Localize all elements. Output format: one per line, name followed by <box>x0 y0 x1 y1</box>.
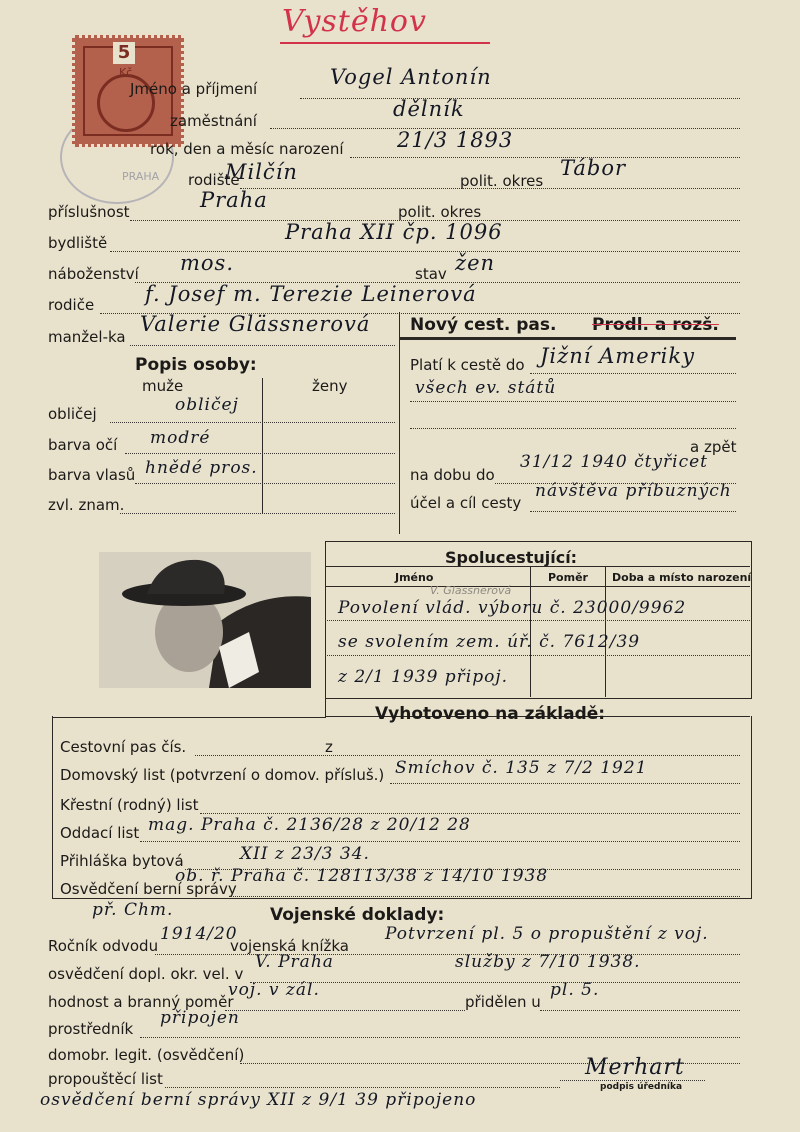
tax-label: Osvědčení berní správy <box>60 880 237 898</box>
intermediary-value: připojen <box>160 1008 240 1028</box>
companion-row-3: z 2/1 1939 připoj. <box>338 667 509 687</box>
hair-value: hnědé pros. <box>145 458 258 478</box>
valid-value-2: všech ev. států <box>415 378 557 398</box>
description-title: Popis osoby: <box>135 355 257 375</box>
revenue-stamp-currency: Kč <box>119 66 133 79</box>
spouse-label: manžel-ka <box>48 328 126 346</box>
return-label: a zpět <box>690 438 737 456</box>
new-passport-label: Nový cest. pas. <box>410 315 557 335</box>
companions-header-rule <box>325 566 750 567</box>
marriage-line <box>140 841 740 842</box>
revenue-stamp-value: 5 <box>113 42 135 64</box>
name-value: Vogel Antonín <box>330 65 492 89</box>
birthplace-district-label: polit. okres <box>460 172 544 190</box>
name-label: Jméno a příjmení <box>130 80 258 98</box>
passport-number-z: z <box>325 738 333 756</box>
intermediary-line <box>140 1037 740 1038</box>
passport-number-line <box>195 755 740 756</box>
description-divider <box>262 378 263 514</box>
baptism-label: Křestní (rodný) list <box>60 796 199 814</box>
handwritten-title: Vystěhov <box>282 4 427 39</box>
marks-label: zvl. znam. <box>48 496 125 514</box>
companion-row-line-2 <box>325 655 750 656</box>
year-label: Ročník odvodu <box>48 937 159 955</box>
round-stamp-text: PRAHA <box>122 170 160 183</box>
occupation-value: dělník <box>393 97 465 121</box>
face-line <box>110 422 395 423</box>
cert-label: osvědčení dopl. okr. vel. v <box>48 965 244 983</box>
birthplace-value: Milčín <box>225 160 298 184</box>
footer-note: osvědčení berní správy XII z 9/1 39 připojeno <box>40 1090 477 1110</box>
domicile-label: příslušnost <box>48 203 130 221</box>
eyes-value: modré <box>150 428 211 448</box>
religion-label: náboženství <box>48 265 139 283</box>
valid-line <box>530 373 736 374</box>
legit-label: domobr. legit. (osvědčení) <box>48 1046 245 1064</box>
companion-row-1: Povolení vlád. výboru č. 23000/9962 <box>338 598 687 618</box>
status-label: stav <box>415 265 447 283</box>
companions-columns-rule <box>325 586 750 587</box>
eyes-label: barva očí <box>48 436 118 454</box>
military-title: Vojenské doklady: <box>270 905 445 925</box>
year-value: 1914/20 <box>160 924 238 944</box>
valid-line-3 <box>410 428 736 429</box>
tax-value: ob. ř. Praha č. 128113/38 z 14/10 1938 <box>175 866 549 886</box>
purpose-value: návštěva příbuzných <box>535 481 732 501</box>
valid-line-2 <box>410 401 736 402</box>
release-line <box>165 1087 560 1088</box>
cert-line <box>250 982 740 983</box>
religion-value: mos. <box>180 251 235 275</box>
title-underline <box>280 42 490 44</box>
col-name: Jméno <box>395 571 434 584</box>
military-book-value: Potvrzení pl. 5 o propuštění z voj. <box>385 924 709 944</box>
assigned-value: pl. 5. <box>550 980 600 1000</box>
purpose-label: účel a cíl cesty <box>410 494 522 512</box>
rank-value: voj. v zál. <box>228 980 320 1000</box>
signature-label: podpis úředníka <box>600 1082 683 1092</box>
registration-value: XII z 23/3 34. <box>240 844 370 864</box>
birthplace-label: rodiště <box>188 171 240 189</box>
domicile-district-label: polit. okres <box>398 203 482 221</box>
cert-value: V. Praha <box>255 952 334 972</box>
intermediary-label: prostředník <box>48 1020 134 1038</box>
eyes-line <box>125 453 395 454</box>
birth-label: rok, den a měsíc narození <box>150 140 344 158</box>
col-relation: Poměr <box>548 571 588 584</box>
valid-label: Platí k cestě do <box>410 356 525 374</box>
col-birth: Doba a místo narození <box>612 571 752 584</box>
residence-label: bydliště <box>48 234 108 252</box>
occupation-label: zaměstnání <box>170 112 257 130</box>
period-value: 31/12 1940 čtyřicet <box>520 452 708 472</box>
center-divider <box>399 312 400 534</box>
purpose-line <box>530 511 736 512</box>
home-list-label: Domovský list (potvrzení o domov. přísluš.) <box>60 766 385 784</box>
birthplace-district-value: Tábor <box>560 156 627 180</box>
passport-number-label: Cestovní pas čís. <box>60 738 187 756</box>
valid-value-1: Jižní Ameriky <box>540 344 695 368</box>
military-note-top: př. Chm. <box>92 900 174 920</box>
rank-line <box>225 1010 465 1011</box>
spouse-line <box>130 345 395 346</box>
extension-label: Prodl. a rozš. <box>592 315 719 335</box>
hair-label: barva vlasů <box>48 466 136 484</box>
assigned-line <box>540 1010 740 1011</box>
parents-label: rodiče <box>48 296 95 314</box>
applicant-photo <box>99 552 311 688</box>
rank-label: hodnost a branný poměr <box>48 993 234 1011</box>
birth-value: 21/3 1893 <box>397 128 514 152</box>
birth-line <box>350 157 740 158</box>
photo-portrait-icon <box>99 552 311 688</box>
marks-line <box>120 513 395 514</box>
hair-line <box>135 483 395 484</box>
home-list-line <box>390 783 740 784</box>
status-value: žen <box>455 251 496 275</box>
spouse-value: Valerie Glässnerová <box>140 312 371 336</box>
passport-header-rule <box>400 337 736 340</box>
companion-row-2: se svolením zem. úř. č. 7612/39 <box>338 632 641 652</box>
home-list-value: Smíchov č. 135 z 7/2 1921 <box>395 758 648 778</box>
signature-value: Merhart <box>585 1055 685 1080</box>
release-label: propouštěcí list <box>48 1070 163 1088</box>
companion-name-note: V. Glassnerová <box>430 584 512 597</box>
assigned-label: přidělen u <box>465 993 541 1011</box>
marriage-label: Oddací list <box>60 824 140 842</box>
military-book-line <box>155 954 740 955</box>
period-label: na dobu do <box>410 466 495 484</box>
residence-value: Praha XII čp. 1096 <box>285 220 503 244</box>
registration-label: Přihláška bytová <box>60 852 184 870</box>
face-value: obličej <box>175 395 239 415</box>
col-female: ženy <box>312 377 348 395</box>
domicile-value: Praha <box>200 188 268 212</box>
issued-title: Vyhotoveno na základě: <box>375 704 606 724</box>
col-male: muže <box>142 377 184 395</box>
companion-row-line-1 <box>325 620 750 621</box>
signature-line <box>560 1080 705 1081</box>
baptism-line <box>200 813 740 814</box>
name-line <box>300 98 740 99</box>
face-label: obličej <box>48 405 97 423</box>
tax-line <box>230 896 740 897</box>
companions-title: Spolucestující: <box>445 548 578 567</box>
cert-value-2: služby z 7/10 1938. <box>455 952 641 972</box>
military-book-label: vojenská knížka <box>230 937 350 955</box>
marriage-value: mag. Praha č. 2136/28 z 20/12 28 <box>148 815 471 835</box>
parents-value: f. Josef m. Terezie Leinerová <box>145 282 477 306</box>
